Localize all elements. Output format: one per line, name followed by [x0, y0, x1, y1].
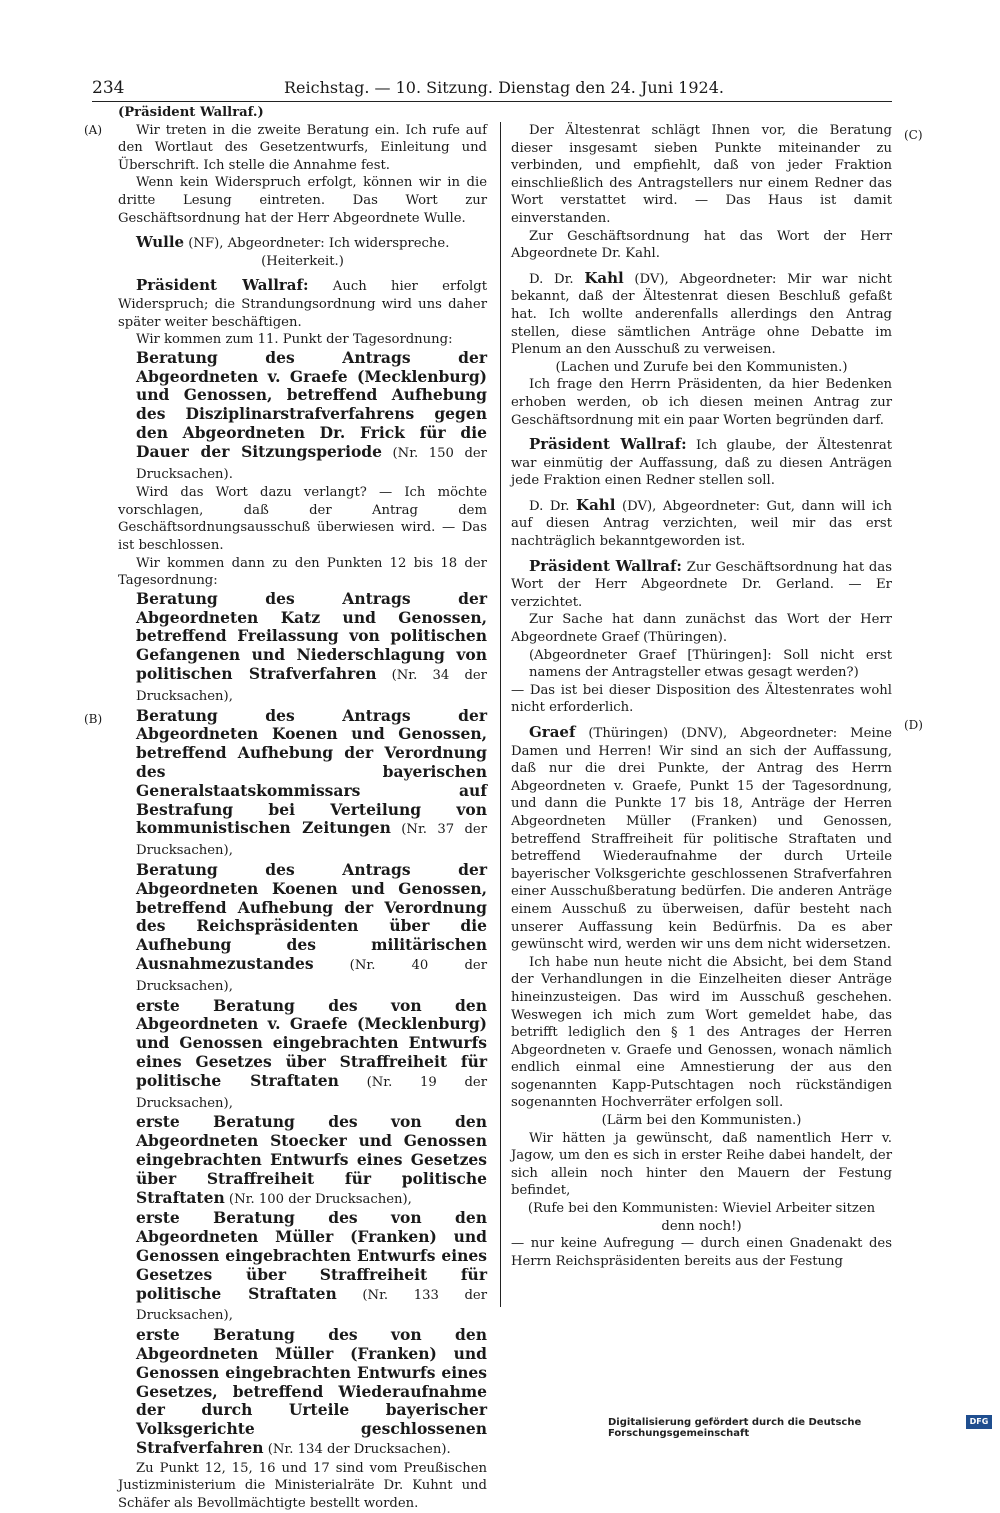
- speech-text: Ich glaube, der Ältestenrat war einmütig der Auffassung, daß zu diesen Anträgen jede Fraktion einen Redner stellen soll.: [511, 438, 892, 489]
- speaker-name: Präsident Wallraf:: [529, 556, 682, 575]
- speaker-name: Präsident Wallraf:: [136, 276, 309, 295]
- interjection: (Heiterkeit.): [261, 253, 344, 269]
- interjection: (Lärm bei den Kommunisten.): [601, 1113, 802, 1129]
- continued-speaker: (Präsident Wallraf.): [118, 105, 264, 120]
- margin-marker-d: (D): [904, 718, 923, 732]
- paragraph: Zur Geschäftsordnung hat das Wort der Herr Abgeordnete Dr. Kahl.: [511, 228, 892, 262]
- agenda-item: erste Beratung des von den Abgeordneten Müller (Franken) und Genossen eingebrachten Entwurfs eines Gesetzes, betreffend Wiederaufnahme der durch Urteile bayerischer Volksgerichte geschlossenen Strafverfahren (Nr. 134 der Drucksachen).: [136, 1325, 487, 1457]
- speech-text: Zur Geschäftsordnung hat das Wort der Herr Abgeordnete Dr. Gerland. — Er verzichtet.: [511, 559, 892, 610]
- interjection: (Abgeordneter Graef [Thüringen]: Soll nicht erst namens der Antragsteller etwas gesagt werden?): [529, 647, 892, 681]
- speech-text: (Thüringen) (DNV), Abgeordneter: Meine Damen und Herren! Wir sind an sich der Auffassung, daß nur die drei Punkte, der Antrag des Herrn Abgeordneten v. Graefe, Punkt 15 der Tagesordnung, und dann die Punkte 17 bis 18, Anträge der Herren Abgeordneten Müller (Franken) und Genossen, betreffend Straffreiheit für politische Straftaten und betreffend Wiederaufnahme der durch Urteile bayerischer Volksgerichte geschlossenen Strafverfahren einer Ausschußberatung bedürfen. Die anderen Anträge einem Ausschuß zu überweisen, dafür besteht nach unserer Auffassung kein Bedürfnis. Da es aber gewünscht wird, werden wir uns dem nicht widersetzen.: [511, 726, 892, 953]
- margin-marker-b: (B): [84, 712, 103, 726]
- agenda-item: erste Beratung des von den Abgeordneten Stoecker und Genossen eingebrachten Entwurfs eines Gesetzes über Straffreiheit für politische Straftaten (Nr. 100 der Drucksachen),: [136, 1112, 487, 1207]
- speech-graef: [511, 724, 892, 954]
- margin-marker-a: (A): [84, 123, 103, 137]
- paragraph: Wir kommen dann zu den Punkten 12 bis 18 der Tagesordnung:: [118, 555, 487, 589]
- paragraph: Zur Sache hat dann zunächst das Wort der Herr Abgeordnete Graef (Thüringen).: [511, 612, 892, 646]
- agenda-item: erste Beratung des von den Abgeordneten v. Graefe (Mecklenburg) und Genossen eingebrachten Entwurfs eines Gesetzes über Straffreiheit für politische Straftaten (Nr. 19 der Drucksachen),: [136, 995, 487, 1111]
- margin-marker-c: (C): [904, 128, 923, 142]
- digitization-credit: Digitalisierung gefördert durch die Deutsche Forschungsgemeinschaft: [608, 1417, 862, 1439]
- column-divider: [500, 122, 501, 1307]
- paragraph: — nur keine Aufregung — durch einen Gnadenakt des Herrn Reichspräsidenten bereits aus der Festung: [511, 1236, 892, 1269]
- paragraph: Wir hätten ja gewünscht, daß namentlich Herr v. Jagow, um den es sich in erster Reihe dabei handelt, der sich allein noch hinter den Mauern der Festung befindet,: [511, 1130, 892, 1199]
- page-header: [92, 78, 912, 100]
- agenda-item: Beratung des Antrags der Abgeordneten Koenen und Genossen, betreffend Aufhebung der Verordnung des Reichspräsidenten über die Aufhebung des militärischen Ausnahmezustandes (Nr. 40 der Drucksachen),: [136, 860, 487, 994]
- interjection: (Lachen und Zurufe bei den Kommunisten.): [555, 359, 848, 375]
- paragraph: Wenn kein Widerspruch erfolgt, können wir in die dritte Lesung eintreten. Das Wort zur Geschäftsordnung hat der Herr Abgeordnete Wulle.: [118, 175, 487, 226]
- speech-kahl: D. Dr. Kahl (DV), Abgeordneter: Mir war nicht bekannt, daß der Ältestenrat diesen Beschluß gefaßt hat. Ich wollte anderenfalls allerdings den Antrag stellen, diese sämtlichen Anträge ohne Debatte im Plenum an den Ausschuß zu verweisen.: [511, 268, 892, 358]
- speaker-name: Präsident Wallraf:: [529, 435, 687, 454]
- paragraph: Wir kommen zum 11. Punkt der Tagesordnung:: [136, 332, 453, 348]
- speech-text: (DV), Abgeordneter: Gut, dann will ich auf diesen Antrag verzichten, weil mir das erst nachträglich bekanntgeworden ist.: [511, 498, 892, 550]
- left-column: [118, 104, 487, 1513]
- paragraph: Wir treten in die zweite Beratung ein. Ich rufe auf den Wortlaut des Gesetzentwurfs, Einleitung und Überschrift. Ich stelle die Annahme fest.: [118, 122, 487, 173]
- paragraph: — Das ist bei dieser Disposition des Ältestenrates wohl nicht erforderlich.: [511, 682, 892, 716]
- paragraph: Ich habe nun heute nicht die Absicht, bei dem Stand der Verhandlungen in die Einzelheiten dieser Anträge hineinzusteigen. Das wird im Ausschuß geschehen. Weswegen ich mich zum Wort gemeldet habe, das betrifft lediglich den § 1 des Antrages der Herren Abgeordneten v. Graefe und Genossen, wonach nämlich endlich einmal eine Amnestierung der aus den sogenannten Kapp-Putschtagen noch rückständigen sogenannten Hochverräter erfolgen soll.: [511, 954, 892, 1111]
- speech-president: [511, 436, 892, 490]
- agenda-item: Beratung des Antrags der Abgeordneten v. Graefe (Mecklenburg) und Genossen, betreffend Aufhebung des Disziplinarstrafverfahrens gegen den Abgeordneten Dr. Frick für die Dauer der Sitzungsperiode (Nr. 150 der Drucksachen).: [136, 347, 487, 482]
- paragraph: Der Ältestenrat schlägt Ihnen vor, die Beratung dieser insgesamt sieben Punkte miteinander zu verbinden, und empfiehlt, daß von jeder Fraktion einschließlich des Antragstellers nur einem Redner das Wort verstattet wird. — Das Haus ist damit einverstanden.: [511, 123, 892, 226]
- agenda-item: Beratung des Antrags der Abgeordneten Katz und Genossen, betreffend Freilassung von politischen Gefangenen und Niederschlagung von politischen Strafverfahren (Nr. 34 der Drucksachen),: [136, 588, 487, 704]
- speaker-name: Kahl: [576, 495, 616, 514]
- paragraph: Zu Punkt 12, 15, 16 und 17 sind vom Preußischen Justizministerium die Ministerialräte Dr. Kuhnt und Schäfer als Bevollmächtigte bestellt worden.: [118, 1460, 487, 1511]
- speech-president: [118, 277, 487, 331]
- right-column: [511, 122, 892, 1270]
- speech-text: (DV), Abgeordneter: Mir war nicht bekannt, daß der Ältestenrat diesen Beschluß gefaßt hat. Ich wollte anderenfalls allerdings den Antrag stellen, diese sämtlichen Anträge ohne Debatte im Plenum an den Ausschuß zu verweisen.: [511, 271, 892, 358]
- speech-kahl: D. Dr. Kahl (DV), Abgeordneter: Gut, dann will ich auf diesen Antrag verzichten, weil mir das erst nachträglich bekanntgeworden ist.: [511, 495, 892, 550]
- speech-text: Auch hier erfolgt Widerspruch; die Strandungsordnung wird uns daher später weiter beschäftigen.: [118, 279, 487, 330]
- running-title: Reichstag. — 10. Sitzung. Dienstag den 24. Juni 1924.: [284, 78, 724, 97]
- dfg-logo: DFG: [966, 1415, 992, 1429]
- speaker-name: Wulle: [136, 233, 185, 252]
- speech-president: [511, 558, 892, 612]
- speaker-name: Kahl: [584, 268, 624, 287]
- header-rule: [92, 101, 892, 102]
- page-number: 234: [92, 78, 125, 98]
- speech-text: (NF), Abgeordneter: Ich widerspreche.: [184, 236, 450, 252]
- agenda-item: erste Beratung des von den Abgeordneten Müller (Franken) und Genossen eingebrachten Entwurfs eines Gesetzes über Straffreiheit für politische Straftaten (Nr. 133 der Drucksachen),: [136, 1208, 487, 1324]
- speaker-name: Graef: [529, 723, 576, 741]
- agenda-item: Beratung des Antrags der Abgeordneten Koenen und Genossen, betreffend Aufhebung der Verordnung des bayerischen Generalstaatskommissars auf Bestrafung bei Verteilung von kommunistischen Zeitungen (Nr. 37 der Drucksachen),: [136, 705, 487, 859]
- speech-wulle: [118, 234, 487, 253]
- paragraph: Wird das Wort dazu verlangt? — Ich möchte vorschlagen, daß der Antrag dem Geschäftsordnungsausschuß überwiesen wird. — Das ist beschlossen.: [118, 485, 487, 554]
- paragraph: Ich frage den Herrn Präsidenten, da hier Bedenken erhoben werden, ob ich diesen meinen Antrag zur Geschäftsordnung mit ein paar Worten begründen darf.: [511, 377, 892, 428]
- interjection: (Rufe bei den Kommunisten: Wieviel Arbeiter sitzen denn noch!): [527, 1201, 876, 1234]
